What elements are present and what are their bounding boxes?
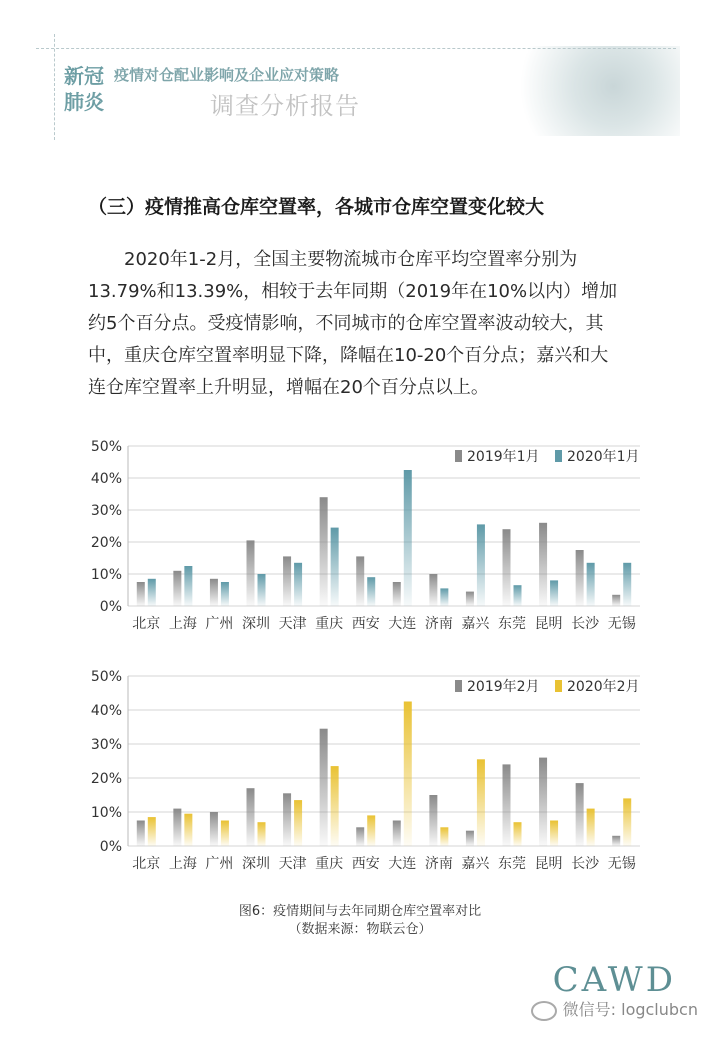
y-tick-label: 20% bbox=[90, 771, 122, 787]
wechat-label: 微信号: logclubcn bbox=[562, 1000, 698, 1019]
bar-prior-year bbox=[612, 595, 620, 606]
bar-prior-year bbox=[173, 571, 181, 606]
x-tick-label: 济南 bbox=[424, 856, 453, 872]
bar-current-year bbox=[294, 800, 302, 846]
header-vertical-divider bbox=[54, 34, 55, 140]
x-tick-label: 深圳 bbox=[242, 856, 270, 872]
x-tick-label: 嘉兴 bbox=[461, 856, 490, 872]
bar-prior-year bbox=[539, 523, 547, 606]
bar-current-year bbox=[404, 470, 412, 606]
bar-prior-year bbox=[283, 556, 291, 606]
x-tick-label: 天津 bbox=[278, 856, 307, 872]
x-tick-label: 无锡 bbox=[607, 616, 636, 632]
bar-current-year bbox=[367, 577, 375, 606]
bar-current-year bbox=[440, 588, 448, 606]
chart-january-svg bbox=[80, 430, 660, 640]
bar-current-year bbox=[477, 759, 485, 846]
x-tick-label: 嘉兴 bbox=[461, 616, 490, 632]
bar-current-year bbox=[148, 817, 156, 846]
bar-prior-year bbox=[503, 529, 511, 606]
bar-current-year bbox=[550, 821, 558, 847]
bar-prior-year bbox=[503, 764, 511, 846]
bar-prior-year bbox=[247, 540, 255, 606]
paragraph-line: 13.79%和13.39%，相较于去年同期（2019年在10%以内）增加 bbox=[88, 281, 618, 302]
bar-current-year bbox=[514, 585, 522, 606]
bar-current-year bbox=[623, 563, 631, 606]
header-subtitle: 疫情对仓配业影响及企业应对策略 bbox=[114, 66, 340, 84]
bar-prior-year bbox=[137, 582, 145, 606]
x-tick-label: 深圳 bbox=[242, 616, 270, 632]
bar-prior-year bbox=[320, 497, 328, 606]
x-tick-label: 西安 bbox=[351, 616, 380, 632]
y-tick-label: 30% bbox=[90, 737, 122, 753]
bar-current-year bbox=[623, 798, 631, 846]
legend-label: 2019年2月 bbox=[467, 679, 540, 695]
x-tick-label: 无锡 bbox=[607, 856, 636, 872]
legend-label: 2019年1月 bbox=[467, 449, 540, 465]
x-tick-label: 济南 bbox=[424, 616, 453, 632]
x-tick-label: 上海 bbox=[168, 616, 197, 632]
legend-swatch bbox=[555, 680, 562, 692]
bar-prior-year bbox=[247, 788, 255, 846]
bar-prior-year bbox=[539, 758, 547, 846]
bar-current-year bbox=[404, 702, 412, 847]
bar-current-year bbox=[331, 766, 339, 846]
x-tick-label: 北京 bbox=[132, 616, 161, 632]
y-tick-label: 20% bbox=[90, 535, 122, 551]
x-tick-label: 长沙 bbox=[571, 616, 600, 632]
bar-prior-year bbox=[576, 783, 584, 846]
bar-prior-year bbox=[393, 821, 401, 847]
figure-source: （数据来源：物联云仓） bbox=[288, 922, 432, 937]
bar-prior-year bbox=[466, 592, 474, 606]
bar-prior-year bbox=[283, 793, 291, 846]
y-tick-label: 0% bbox=[99, 839, 122, 855]
bar-prior-year bbox=[429, 574, 437, 606]
bar-prior-year bbox=[356, 827, 364, 846]
bar-current-year bbox=[258, 574, 266, 606]
bar-prior-year bbox=[393, 582, 401, 606]
x-tick-label: 重庆 bbox=[315, 856, 344, 872]
y-tick-label: 10% bbox=[90, 805, 122, 821]
bar-prior-year bbox=[320, 729, 328, 846]
bar-current-year bbox=[184, 814, 192, 846]
x-tick-label: 广州 bbox=[205, 616, 234, 632]
bar-prior-year bbox=[210, 812, 218, 846]
x-tick-label: 上海 bbox=[168, 856, 197, 872]
bar-current-year bbox=[477, 524, 485, 606]
bar-prior-year bbox=[210, 579, 218, 606]
bar-current-year bbox=[221, 821, 229, 847]
bar-prior-year bbox=[466, 831, 474, 846]
page-header bbox=[0, 0, 720, 160]
chart-february-svg bbox=[80, 660, 660, 880]
wechat-id bbox=[531, 997, 698, 1021]
bar-current-year bbox=[440, 827, 448, 846]
legend-label: 2020年2月 bbox=[567, 679, 640, 695]
virus-decoration bbox=[490, 46, 680, 136]
bar-current-year bbox=[221, 582, 229, 606]
header-title: 调查分析报告 bbox=[210, 92, 360, 120]
chart-january bbox=[80, 430, 660, 640]
bar-current-year bbox=[367, 815, 375, 846]
figure-caption: 图6：疫情期间与去年同期仓库空置率对比 bbox=[238, 904, 482, 919]
x-tick-label: 东莞 bbox=[498, 856, 526, 872]
brand-line2: 肺炎 bbox=[64, 90, 104, 114]
x-tick-label: 重庆 bbox=[315, 616, 344, 632]
x-tick-label: 昆明 bbox=[534, 616, 563, 632]
wechat-icon bbox=[531, 1001, 557, 1021]
legend-label: 2020年1月 bbox=[567, 449, 640, 465]
legend-swatch bbox=[455, 450, 462, 462]
y-tick-label: 30% bbox=[90, 503, 122, 519]
x-tick-label: 广州 bbox=[205, 856, 234, 872]
legend-swatch bbox=[555, 450, 562, 462]
bar-prior-year bbox=[576, 550, 584, 606]
x-tick-label: 西安 bbox=[351, 856, 380, 872]
bar-prior-year bbox=[429, 795, 437, 846]
bar-prior-year bbox=[612, 836, 620, 846]
paragraph-line: 连仓库空置率上升明显，增幅在20个百分点以上。 bbox=[88, 377, 489, 398]
paragraph-line: 中，重庆仓库空置率明显下降，降幅在10-20个百分点；嘉兴和大 bbox=[88, 345, 609, 366]
bar-current-year bbox=[331, 528, 339, 606]
bar-prior-year bbox=[356, 556, 364, 606]
bar-prior-year bbox=[137, 821, 145, 847]
y-tick-label: 50% bbox=[90, 669, 122, 685]
bar-current-year bbox=[550, 580, 558, 606]
bar-prior-year bbox=[173, 809, 181, 846]
x-tick-label: 东莞 bbox=[498, 616, 526, 632]
bar-current-year bbox=[294, 563, 302, 606]
x-tick-label: 天津 bbox=[278, 616, 307, 632]
x-tick-label: 大连 bbox=[388, 616, 417, 632]
bar-current-year bbox=[587, 809, 595, 846]
section-heading: （三）疫情推高仓库空置率，各城市仓库空置变化较大 bbox=[88, 196, 545, 218]
y-tick-label: 40% bbox=[90, 471, 122, 487]
paragraph-line: 2020年1-2月，全国主要物流城市仓库平均空置率分别为 bbox=[88, 249, 578, 270]
x-tick-label: 北京 bbox=[132, 856, 161, 872]
header-divider bbox=[36, 48, 676, 49]
bar-current-year bbox=[514, 822, 522, 846]
y-tick-label: 50% bbox=[90, 439, 122, 455]
y-tick-label: 0% bbox=[99, 599, 122, 615]
legend-swatch bbox=[455, 680, 462, 692]
bar-current-year bbox=[148, 579, 156, 606]
bar-current-year bbox=[184, 566, 192, 606]
bar-current-year bbox=[258, 822, 266, 846]
x-tick-label: 昆明 bbox=[534, 856, 563, 872]
x-tick-label: 大连 bbox=[388, 856, 417, 872]
cawd-logo: CAWD bbox=[552, 960, 676, 1000]
bar-current-year bbox=[587, 563, 595, 606]
body-paragraph bbox=[88, 244, 644, 404]
chart-february bbox=[80, 660, 660, 880]
paragraph-line: 约5个百分点。受疫情影响，不同城市的仓库空置率波动较大，其 bbox=[88, 313, 604, 334]
x-tick-label: 长沙 bbox=[571, 856, 600, 872]
y-tick-label: 10% bbox=[90, 567, 122, 583]
y-tick-label: 40% bbox=[90, 703, 122, 719]
brand-line1: 新冠 bbox=[64, 64, 104, 88]
